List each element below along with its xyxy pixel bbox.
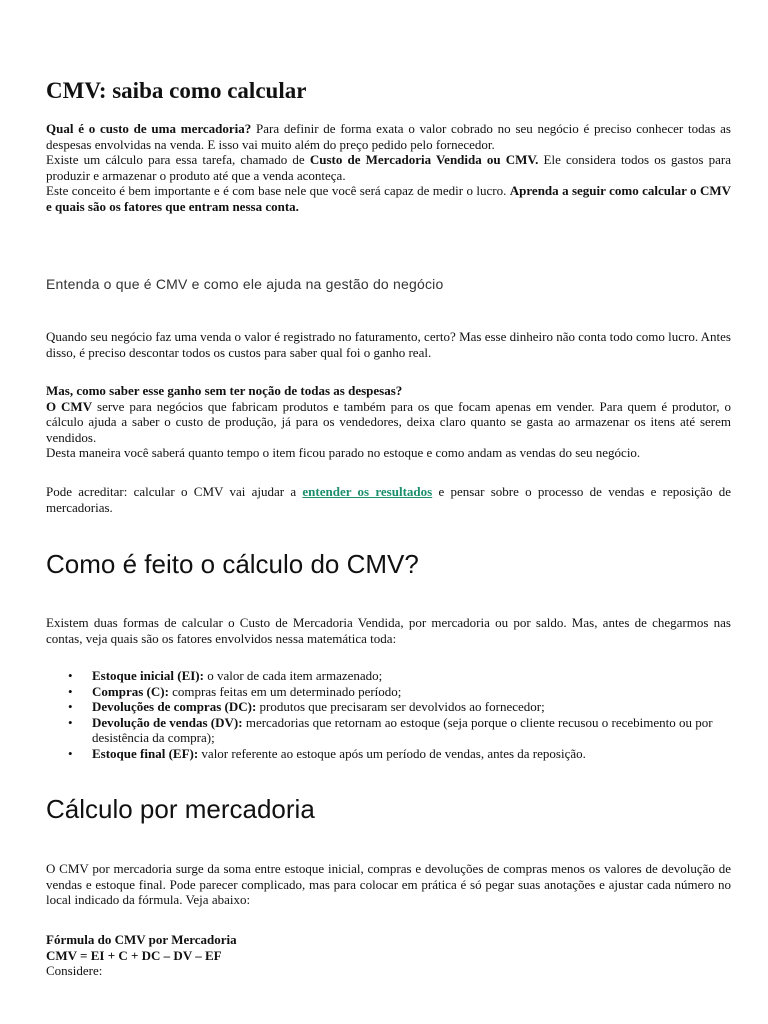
despesas-last-line: Desta maneira você saberá quanto tempo o item ficou parado no estoque e como andam as vendas do seu negócio. — [46, 445, 641, 460]
factor-term: Devolução de vendas (DV): — [92, 714, 243, 730]
factor-desc: compras feitas em um determinado período; — [168, 683, 402, 699]
bullet-icon: • — [68, 714, 73, 730]
paragraph-faturamento: Quando seu negócio faz uma venda o valor é registrado no faturamento, certo? Mas esse dinheiro não conta todo como lucro. Antes disso, é preciso descontar todos os custos para saber qual foi o ganho real. — [46, 329, 731, 360]
considere-label: Considere: — [46, 963, 103, 978]
factor-term: Estoque inicial (EI): — [92, 668, 204, 683]
factor-desc: produtos que precisaram ser devolvidos ao fornecedor; — [256, 699, 545, 714]
intro-line2-c: Ele considera todos os gastos para produzir e armazenar o produto até que a venda aconteça. — [46, 152, 731, 183]
subheading-entenda: Entenda o que é CMV e como ele ajuda na gestão do negócio — [46, 276, 444, 292]
resultados-before: Pode acreditar: calcular o CMV vai ajudar a — [46, 484, 303, 499]
cmv-term: O CMV — [46, 398, 93, 414]
factor-desc: o valor de cada item armazenado; — [203, 668, 383, 683]
intro-line3-a: Este conceito é bem importante e é com base nele que você será capaz de medir o lucro. — [46, 183, 510, 198]
paragraph-formas: Existem duas formas de calcular o Custo de Mercadoria Vendida, por mercadoria ou por saldo. Mas, antes de chegarmos nas contas, veja quais são os fatores envolvidos nessa matemática toda: — [46, 615, 731, 646]
factor-term: Estoque final (EF): — [92, 745, 199, 761]
heading-calculo-cmv: Como é feito o cálculo do CMV? — [46, 549, 419, 579]
list-item — [46, 715, 731, 746]
bullet-icon: • — [68, 745, 73, 761]
paragraph-resultados — [46, 484, 731, 515]
factors-list — [46, 668, 731, 761]
intro-line2-a: Existe um cálculo para essa tarefa, chamado de — [46, 152, 310, 167]
list-item — [46, 746, 731, 762]
factor-desc: mercadorias que retornam ao estoque (seja porque o cliente recusou o recebimento ou por desistência da compra); — [92, 714, 713, 745]
intro-question: Qual é o custo de uma mercadoria? — [46, 121, 252, 136]
intro-paragraph — [46, 121, 731, 214]
formula-title: Fórmula do CMV por Mercadoria — [46, 932, 237, 947]
bullet-icon: • — [68, 668, 73, 683]
list-item — [46, 668, 731, 684]
page-title: CMV: saiba como calcular — [46, 78, 307, 103]
intro-question-rest: Para definir de forma exata o valor cobrado no seu negócio é preciso conhecer todas as despesas envolvidas na venda. E isso vai muito além do preço pedido pelo fornecedor. — [46, 121, 731, 152]
bullet-icon: • — [68, 683, 73, 699]
despesas-question: Mas, como saber esse ganho sem ter noção de todas as despesas? — [46, 383, 403, 398]
bullet-icon: • — [68, 699, 73, 714]
list-item — [46, 684, 731, 700]
intro-line3-bold: Aprenda a seguir como calcular o CMV e quais são os fatores que entram nessa conta. — [46, 183, 731, 214]
list-item — [46, 699, 731, 715]
paragraph-mercadoria: O CMV por mercadoria surge da soma entre estoque inicial, compras e devoluções de compras menos os valores de devolução de vendas e estoque final. Pode parecer complicado, mas para colocar em prática é só pegar suas anotações e ajustar cada número no local indicado da fórmula. Veja abaixo: — [46, 861, 731, 907]
resultados-after: e pensar sobre o processo de vendas e reposição de mercadorias. — [46, 484, 731, 515]
intro-cmv-term: Custo de Mercadoria Vendida ou CMV. — [309, 152, 539, 167]
factor-desc: valor referente ao estoque após um período de vendas, antes da reposição. — [198, 745, 586, 761]
factor-term: Devoluções de compras (DC): — [92, 699, 257, 714]
cmv-explanation: serve para negócios que fabricam produtos e também para os que focam apenas em vender. Para quem é produtor, o cálculo ajuda a saber o custo de produção, já para os vendedores, deixa claro quanto se gasta ao armazenar os itens até serem vendidos. — [46, 398, 731, 445]
formula-expression: CMV = EI + C + DC – DV – EF — [46, 947, 222, 963]
factor-term: Compras (C): — [92, 683, 169, 699]
paragraph-despesas — [46, 383, 731, 461]
entender-resultados-link[interactable]: entender os resultados — [302, 484, 433, 499]
formula-block — [46, 932, 731, 979]
heading-calculo-mercadoria: Cálculo por mercadoria — [46, 794, 315, 824]
